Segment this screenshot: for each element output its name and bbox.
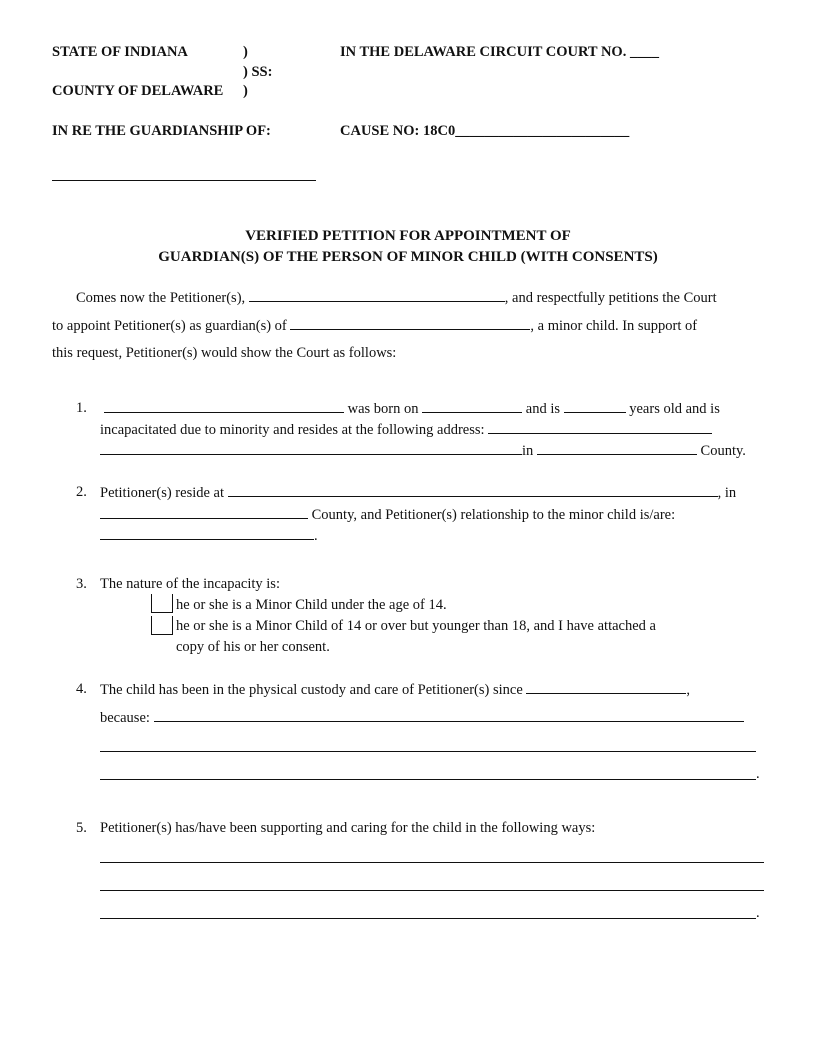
guardianship-name-line[interactable]: [52, 180, 316, 181]
county-label: COUNTY OF DELAWARE: [52, 83, 224, 99]
title-line-1: VERIFIED PETITION FOR APPOINTMENT OF: [245, 228, 571, 244]
item-2-number: 2.: [76, 484, 87, 500]
address-blank-1[interactable]: [488, 421, 712, 434]
item-5-period: .: [756, 905, 760, 921]
title-line-2: GUARDIAN(S) OF THE PERSON OF MINOR CHILD (WITH CONSENTS): [158, 249, 658, 265]
option-under-14: he or she is a Minor Child under the age of 14.: [176, 597, 447, 613]
relationship-blank[interactable]: [100, 527, 314, 540]
item-4-line-1: The child has been in the physical custody and care of Petitioner(s) since ,: [100, 682, 691, 698]
caption-paren-1: ): [243, 44, 248, 60]
option-over-14-cont: copy of his or her consent.: [176, 639, 330, 655]
petitioner-name-blank[interactable]: [249, 289, 505, 302]
custody-date-blank[interactable]: [526, 681, 686, 694]
petitioner-address-blank[interactable]: [228, 484, 718, 497]
intro-line-3: this request, Petitioner(s) would show the Court as follows:: [52, 345, 397, 361]
because-blank-3[interactable]: [100, 779, 756, 780]
option-over-14: he or she is a Minor Child of 14 or over but younger than 18, and I have attached a: [176, 618, 656, 634]
support-blank-1[interactable]: [100, 862, 764, 863]
item-1-line-3: in County.: [100, 442, 746, 460]
item-2-line-3: .: [100, 527, 318, 545]
item-2-line-1: Petitioner(s) reside at , in: [100, 485, 737, 501]
item-1-number: 1.: [76, 400, 87, 416]
item-3-text: The nature of the incapacity is:: [100, 576, 280, 592]
item-1-line-2: incapacitated due to minority and resides at the following address:: [100, 421, 712, 439]
caption-paren-3: ): [243, 83, 248, 99]
cause-number[interactable]: [340, 123, 629, 140]
intro-line-2: to appoint Petitioner(s) as guardian(s) of , a minor child. In support of: [52, 318, 698, 334]
item-4-line-2: because:: [100, 709, 744, 727]
intro-line-1: Comes now the Petitioner(s), , and respectfully petitions the Court: [76, 290, 717, 306]
item-4-period: .: [756, 766, 760, 782]
minor-child-name-blank[interactable]: [290, 317, 530, 330]
child-name-blank[interactable]: [104, 400, 344, 413]
under-14-checkbox[interactable]: [151, 594, 173, 613]
item-5-text: Petitioner(s) has/have been supporting and caring for the child in the following ways:: [100, 820, 596, 836]
item-1-line-1: was born on and is years old and is: [104, 400, 720, 418]
ss-label: ) SS:: [243, 64, 273, 80]
support-blank-3[interactable]: [100, 918, 756, 919]
state-label: STATE OF INDIANA: [52, 44, 188, 60]
cause-blank[interactable]: ________________________: [455, 123, 630, 139]
item-4-number: 4.: [76, 681, 87, 697]
item-2-line-2: County, and Petitioner(s) relationship to the minor child is/are:: [100, 506, 675, 524]
over-14-checkbox[interactable]: [151, 616, 173, 635]
because-blank-1[interactable]: [154, 709, 744, 722]
because-blank-2[interactable]: [100, 751, 756, 752]
in-re-label: IN RE THE GUARDIANSHIP OF:: [52, 123, 271, 139]
support-blank-2[interactable]: [100, 890, 764, 891]
birth-date-blank[interactable]: [422, 400, 522, 413]
court-label: IN THE DELAWARE CIRCUIT COURT NO. ____: [340, 44, 659, 60]
item-3-number: 3.: [76, 576, 87, 592]
petitioner-county-blank[interactable]: [100, 506, 308, 519]
item-5-number: 5.: [76, 820, 87, 836]
age-blank[interactable]: [564, 400, 626, 413]
cause-label: CAUSE NO: 18C0: [340, 123, 456, 139]
child-county-blank[interactable]: [537, 442, 697, 455]
address-blank-2[interactable]: [100, 442, 522, 455]
